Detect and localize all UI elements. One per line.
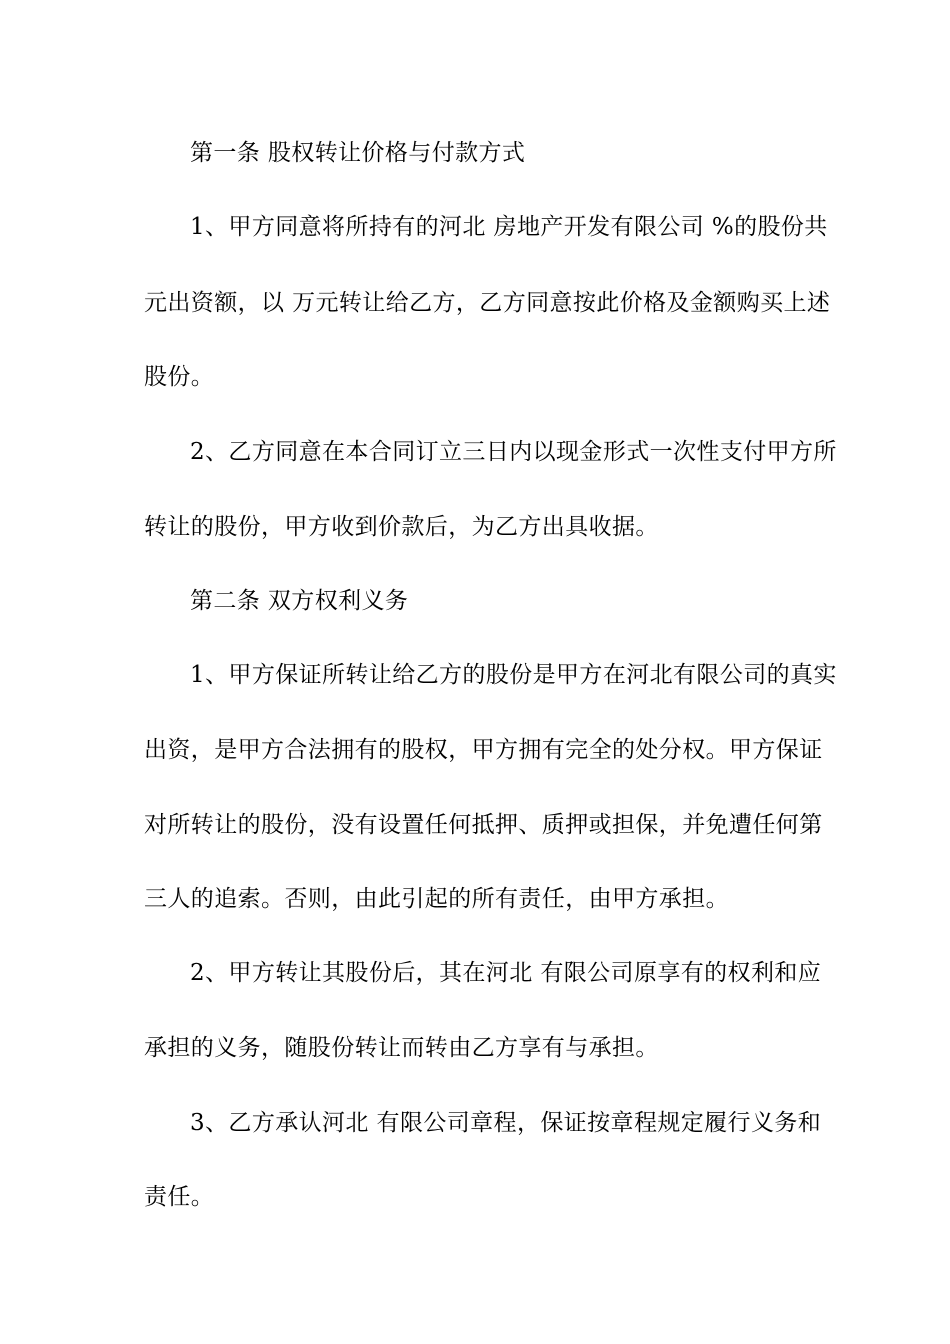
paragraph-line: 2、乙方同意在本合同订立三日内以现金形式一次性支付甲方所 bbox=[190, 439, 837, 465]
paragraph-line: 1、甲方保证所转让给乙方的股份是甲方在河北有限公司的真实 bbox=[190, 662, 837, 688]
paragraph-line: 对所转让的股份，没有设置任何抵押、质押或担保，并免遭任何第 bbox=[144, 812, 823, 838]
paragraph-line: 承担的义务，随股份转让而转由乙方享有与承担。 bbox=[144, 1035, 659, 1061]
article-2-heading: 第二条 双方权利义务 bbox=[190, 588, 409, 614]
paragraph-line: 元出资额，以 万元转让给乙方，乙方同意按此价格及金额购买上述 bbox=[144, 290, 831, 316]
paragraph-line: 出资，是甲方合法拥有的股权，甲方拥有完全的处分权。甲方保证 bbox=[144, 737, 823, 763]
paragraph-line: 三人的追索。否则，由此引起的所有责任，由甲方承担。 bbox=[144, 886, 729, 912]
paragraph-line: 3、乙方承认河北 有限公司章程，保证按章程规定履行义务和 bbox=[190, 1110, 822, 1136]
paragraph-line: 股份。 bbox=[144, 364, 215, 390]
paragraph-line: 2、甲方转让其股份后，其在河北 有限公司原享有的权利和应 bbox=[190, 960, 822, 986]
paragraph-line: 转让的股份，甲方收到价款后，为乙方出具收据。 bbox=[144, 514, 659, 540]
article-1-heading: 第一条 股权转让价格与付款方式 bbox=[190, 140, 526, 166]
paragraph-line: 1、甲方同意将所持有的河北 房地产开发有限公司 %的股份共 bbox=[190, 214, 828, 240]
paragraph-line: 责任。 bbox=[144, 1184, 215, 1210]
